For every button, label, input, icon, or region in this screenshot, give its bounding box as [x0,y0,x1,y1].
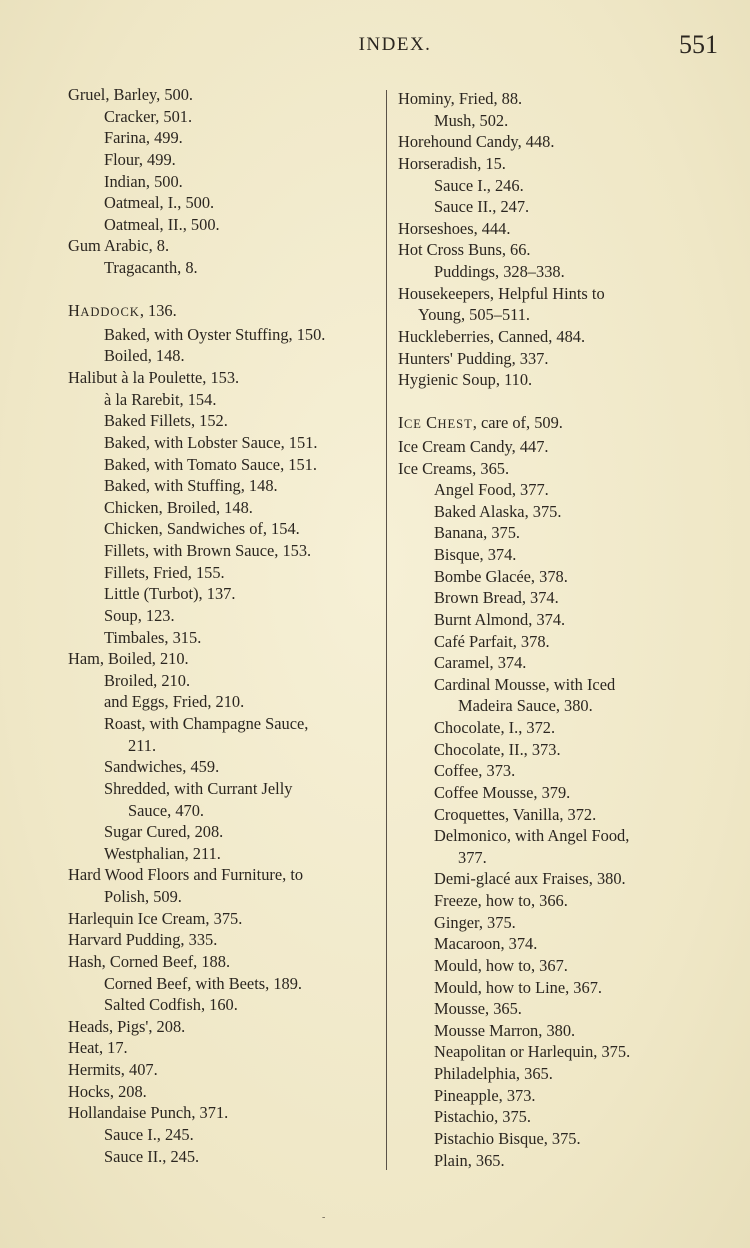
index-subentry: Soup, 123. [104,605,175,625]
index-subentry: Delmonico, with Angel Food, [434,826,630,846]
index-entry: Ham, Boiled, 210. [68,649,189,669]
index-entry: Horehound Candy, 448. [398,132,555,152]
index-entry: Gum Arabic, 8. [68,236,170,256]
index-entry: Hash, Corned Beef, 188. [68,951,231,971]
index-entry: Huckleberries, Canned, 484. [398,326,586,346]
index-entry: Ice Cream Candy, 447. [398,436,549,456]
index-subentry: Chocolate, I., 372. [434,718,556,738]
index-entry: Hocks, 208. [68,1081,147,1101]
index-subentry: and Eggs, Fried, 210. [104,692,245,712]
page-number: 551 [679,30,718,59]
column-divider [386,90,387,1170]
index-subentry: Burnt Almond, 374. [434,609,566,629]
index-subentry: Puddings, 328–338. [434,262,565,281]
index-entry: Hominy, Fried, 88. [398,89,523,108]
index-entry: Ice Creams, 365. [398,458,510,478]
index-subentry: Broiled, 210. [104,670,191,690]
index-entry: Hygienic Soup, 110. [398,370,533,390]
index-subentry: Chocolate, II., 373. [434,739,561,759]
index-subentry: Mould, how to, 367. [434,955,568,975]
index-subentry: Pistachio, 375. [434,1107,531,1127]
index-subentry: Caramel, 374. [434,653,527,673]
index-entry: Horseshoes, 444. [398,218,511,238]
index-entry: Halibut à la Poulette, 153. [68,368,240,388]
index-continuation: 211. [128,735,157,755]
index-subentry: Fillets, with Brown Sauce, 153. [104,541,312,561]
index-subentry: Coffee, 373. [434,761,516,781]
index-subentry: Fillets, Fried, 155. [104,562,225,582]
index-subentry: Ginger, 375. [434,912,516,932]
index-subentry: Coffee Mousse, 379. [434,782,571,802]
index-subentry: Neapolitan or Harlequin, 375. [434,1042,631,1062]
index-subentry: Timbales, 315. [104,627,202,647]
index-entry: Hermits, 407. [68,1060,158,1080]
index-continuation: Young, 505–511. [418,305,531,325]
index-subentry: Brown Bread, 374. [434,588,559,608]
index-subentry: Sugar Cured, 208. [104,822,224,842]
index-subentry: Flour, 499. [104,149,176,169]
index-entry: Hot Cross Buns, 66. [398,240,531,260]
heading-part: ADDOCK [80,305,140,320]
index-section-heading [68,300,386,324]
index-subentry: Pistachio Bisque, 375. [434,1128,581,1148]
index-entry: Horseradish, 15. [398,153,506,173]
index-subentry: Croquettes, Vanilla, 372. [434,804,597,824]
index-subentry: à la Rarebit, 154. [104,389,217,409]
heading-part: CE [403,417,427,432]
footer-mark: - [322,1212,326,1223]
index-subentry: Mousse, 365. [434,999,522,1019]
index-subentry: Sandwiches, 459. [104,757,220,777]
index-entry: Harlequin Ice Cream, 375. [68,908,243,928]
index-subentry: Oatmeal, II., 500. [104,214,220,234]
index-subentry: Macaroon, 374. [434,934,538,954]
index-subentry: Indian, 500. [104,171,183,191]
index-subentry: Freeze, how to, 366. [434,891,568,911]
index-subentry: Demi-glacé aux Fraises, 380. [434,869,626,889]
index-entry: Housekeepers, Helpful Hints to [398,283,605,303]
index-subentry: Angel Food, 377. [434,480,549,500]
index-subentry: Bisque, 374. [434,545,517,565]
index-subentry: Westphalian, 211. [104,843,221,863]
index-entry: Harvard Pudding, 335. [68,930,218,950]
index-entry: Hollandaise Punch, 371. [68,1103,229,1123]
running-title: INDEX. [358,34,432,55]
index-subentry: Cardinal Mousse, with Iced [434,674,616,694]
index-subentry: Plain, 365. [434,1150,505,1170]
heading-part: HEST [437,417,473,432]
index-subentry: Cracker, 501. [104,106,193,126]
index-subentry: Corned Beef, with Beets, 189. [104,973,303,993]
index-subentry: Roast, with Champagne Sauce, [104,714,309,734]
index-subentry: Sauce I., 246. [434,175,524,195]
index-subentry: Salted Codfish, 160. [104,995,238,1015]
index-subentry: Baked Alaska, 375. [434,501,562,521]
index-entry: Hard Wood Floors and Furniture, to [68,865,304,885]
index-subentry: Pineapple, 373. [434,1085,536,1105]
heading-part: H [68,301,81,321]
index-entry: Heads, Pigs', 208. [68,1016,186,1036]
index-column-left [68,84,386,1167]
section-gap [398,391,698,413]
index-subentry: Chicken, Broiled, 148. [104,497,253,517]
index-column-right [398,88,698,1171]
index-subentry: Baked, with Tomato Sauce, 151. [104,454,317,474]
heading-part: , care of, 509. [472,413,563,433]
heading-part: , 136. [139,301,177,321]
index-subentry: Mould, how to Line, 367. [434,977,602,997]
index-subentry: Oatmeal, I., 500. [104,193,215,213]
index-subentry: Chicken, Sandwiches of, 154. [104,519,300,539]
index-subentry: Sauce II., 245. [104,1146,200,1166]
index-subentry: Philadelphia, 365. [434,1064,553,1084]
index-subentry: Boiled, 148. [104,346,185,366]
heading-part: I [398,413,404,433]
index-subentry: Farina, 499. [104,128,183,148]
index-subentry: Sauce II., 247. [434,197,530,217]
index-subentry: Shredded, with Currant Jelly [104,778,293,798]
index-continuation: Madeira Sauce, 380. [458,696,593,716]
index-subentry: Little (Turbot), 137. [104,584,236,604]
index-subentry: Banana, 375. [434,523,521,543]
index-subentry: Baked Fillets, 152. [104,411,228,431]
index-subentry: Polish, 509. [104,887,182,907]
index-subentry: Tragacanth, 8. [104,258,198,277]
section-gap [68,279,386,301]
index-subentry: Mush, 502. [434,110,509,130]
index-subentry: Café Parfait, 378. [434,631,550,651]
index-entry: Hunters' Pudding, 337. [398,348,549,368]
index-section-heading [398,412,698,436]
index-continuation: 377. [458,847,487,867]
index-subentry: Sauce I., 245. [104,1124,194,1144]
heading-part: C [426,413,438,433]
index-continuation: Sauce, 470. [128,800,205,820]
index-entry: Heat, 17. [68,1038,128,1058]
index-subentry: Baked, with Stuffing, 148. [104,476,278,496]
index-subentry: Mousse Marron, 380. [434,1020,576,1040]
index-subentry: Bombe Glacée, 378. [434,566,568,586]
index-entry: Gruel, Barley, 500. [68,85,194,104]
index-subentry: Baked, with Lobster Sauce, 151. [104,432,318,452]
index-subentry: Baked, with Oyster Stuffing, 150. [104,324,326,344]
